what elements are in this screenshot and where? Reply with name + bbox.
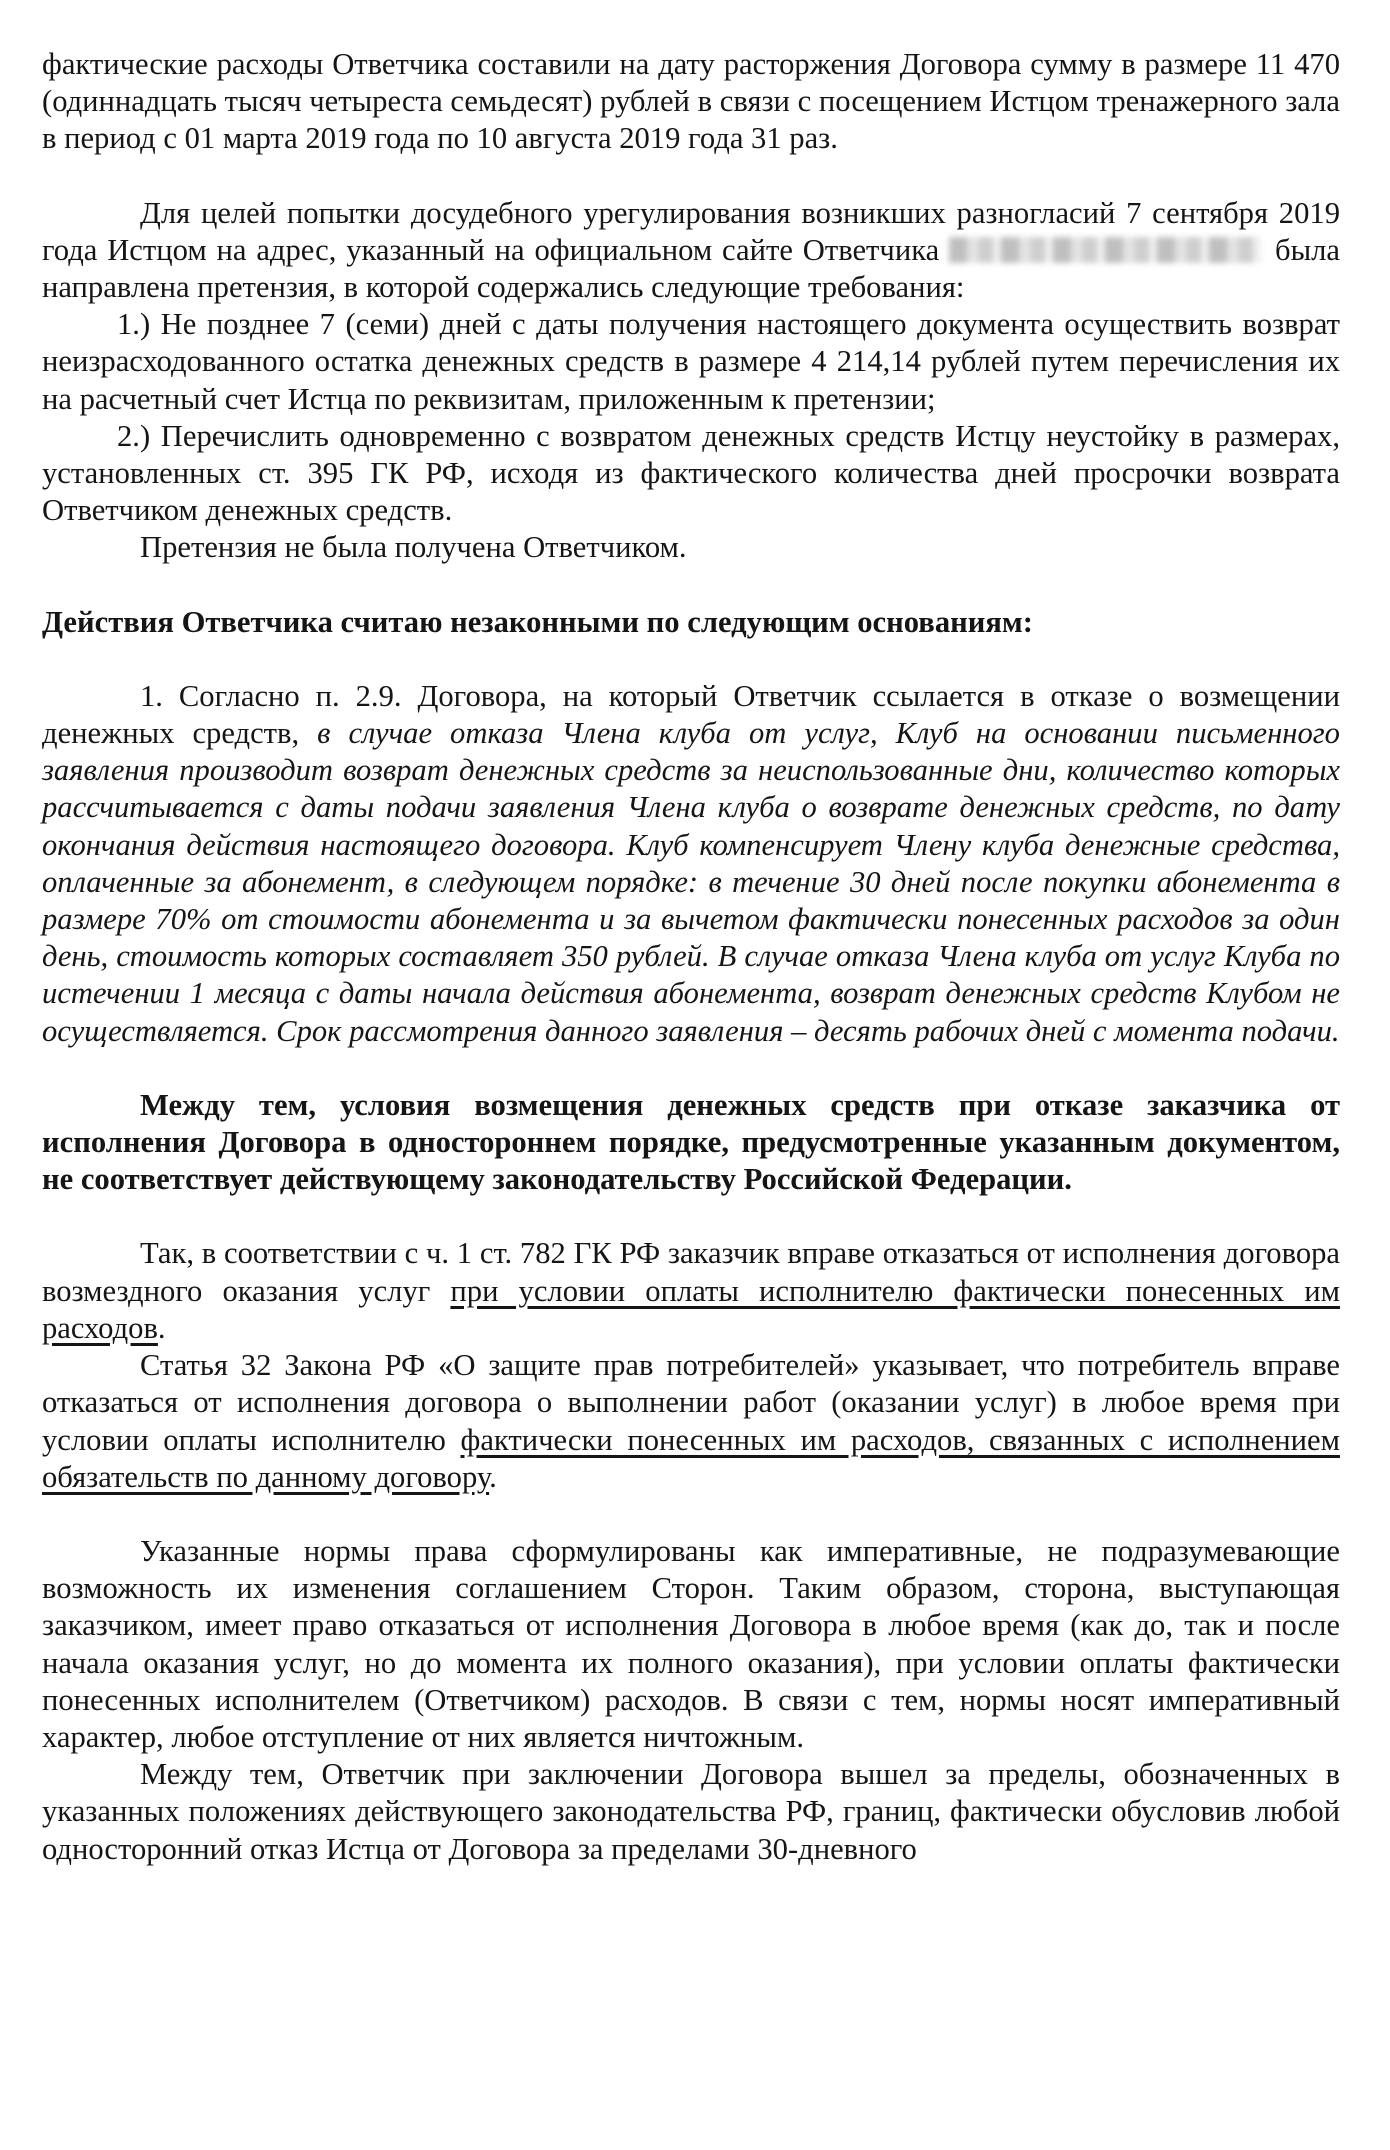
paragraph-article-32 — [42, 1347, 1340, 1496]
spacer — [42, 1496, 1340, 1533]
article-782-text: Так, в соответствии с ч. 1 ст. 782 ГК РФ заказчик вправе отказаться от исполнения договора возмездного оказания услуг — [42, 1236, 1340, 1308]
claim-text-end: была направлена претензия, в которой содержались следующие требования: — [42, 232, 1340, 305]
spacer — [42, 567, 1340, 604]
paragraph-bold-statement: Между тем, условия возмещения денежных средств при отказе заказчика от исполнения Договора в одностороннем порядке, предусмотренные указанным документом, не соответствует действующему законодательству Российской Федерации. — [42, 1087, 1340, 1197]
paragraph-norms: Указанные нормы права сформулированы как императивные, не подразумевающие возможность их изменения соглашением Сторон. Таким образом, сторона, выступающая заказчиком, имеет право отказаться от исполнения Договора в любое время (как до, так и после начала оказания услуг, но до момента их полного оказания), при условии оплаты фактически понесенных исполнителем (Ответчиком) расходов. В связи с тем, нормы носят императивный характер, любое отступление от них является ничтожным. — [42, 1533, 1340, 1754]
spacer — [42, 1198, 1340, 1235]
paragraph-last: Между тем, Ответчик при заключении Договора вышел за пределы, обозначенных в указанных положениях действующего законодательства РФ, границ, фактически обусловив любой односторонний отказ Истца от Договора за пределами 30-дневного — [42, 1757, 1340, 1866]
spacer — [42, 1050, 1340, 1087]
paragraph-item-1 — [42, 678, 1340, 1050]
article-782-underlined: при условии оплаты исполнителю фактически понесенных им расходов — [42, 1273, 1341, 1345]
redacted-website — [949, 237, 1261, 263]
requirement-1: 1.) Не позднее 7 (семи) дней с даты получения настоящего документа осуществить возврат неизрасходованного остатка денежных средств в размере 4 214,14 рублей путем перечисления их на расчетный счет Истца по реквизитам, приложенным к претензии; — [42, 307, 1340, 416]
article-32-text: Статья 32 Закона РФ «О защите прав потребителей» указывает, что потребитель вправе отказаться от исполнения договора о выполнении работ (оказании услуг) в любое время при условии оплаты исполнителю — [42, 1348, 1340, 1457]
contract-clause-quote: в случае отказа Члена клуба от услуг, Клуб на основании письменного заявления производит возврат денежных средств за неиспользованные дни, количество которых рассчитывается с даты подачи заявления Члена клуба о возврате денежных средств, по дату окончания действия настоящего договора. Клуб компенсирует Члену клуба денежные средства, оплаченные за абонемент, в следующем порядке: в течение 30 дней после покупки абонемента в размере 70% от стоимости абонемента и за вычетом фактически понесенных расходов за один день, стоимость которых составляет 350 рублей. В случае отказа Члена клуба от услуг Клуба по истечении 1 месяца с даты начала действия абонемента, возврат денежных средств Клубом не осуществляется. Срок рассмотрения данного заявления – десять рабочих дней с момента подачи. — [42, 716, 1340, 1048]
paragraph-claim — [42, 195, 1340, 307]
paragraph-not-received: Претензия не была получена Ответчиком. — [140, 530, 687, 565]
article-32-end: . — [489, 1459, 497, 1494]
spacer — [42, 158, 1340, 195]
requirement-2: 2.) Перечислить одновременно с возвратом денежных средств Истцу неустойку в размерах, установленных ст. 395 ГК РФ, исходя из фактического количества дней просрочки возврата Ответчиком денежных средств. — [42, 418, 1340, 528]
paragraph-intro: фактические расходы Ответчика составили на дату расторжения Договора сумму в размере 11 470 (одиннадцать тысяч четыреста семьдесят) рублей в связи с посещением Истцом тренажерного зала в период с 01 марта 2019 года по 10 августа 2019 года 31 раз. — [42, 47, 1340, 156]
paragraph-article-782 — [42, 1235, 1340, 1347]
spacer — [42, 641, 1340, 678]
article-32-underlined: фактически понесенных им расходов, связанных с исполнением обязательств по данному договору — [42, 1422, 1340, 1494]
item-1-text: 1. Согласно п. 2.9. Договора, на который Ответчик ссылается в отказе о возмещении денежных средств, — [42, 678, 1340, 751]
claim-text-start: Для целей попытки досудебного урегулирования возникших разногласий 7 сентября 2019 года Истцом на адрес, указанный на официальном сайте Ответчика — [42, 195, 1340, 267]
section-heading: Действия Ответчика считаю незаконными по следующим основаниям: — [42, 604, 1033, 639]
article-782-end: . — [157, 1310, 166, 1345]
